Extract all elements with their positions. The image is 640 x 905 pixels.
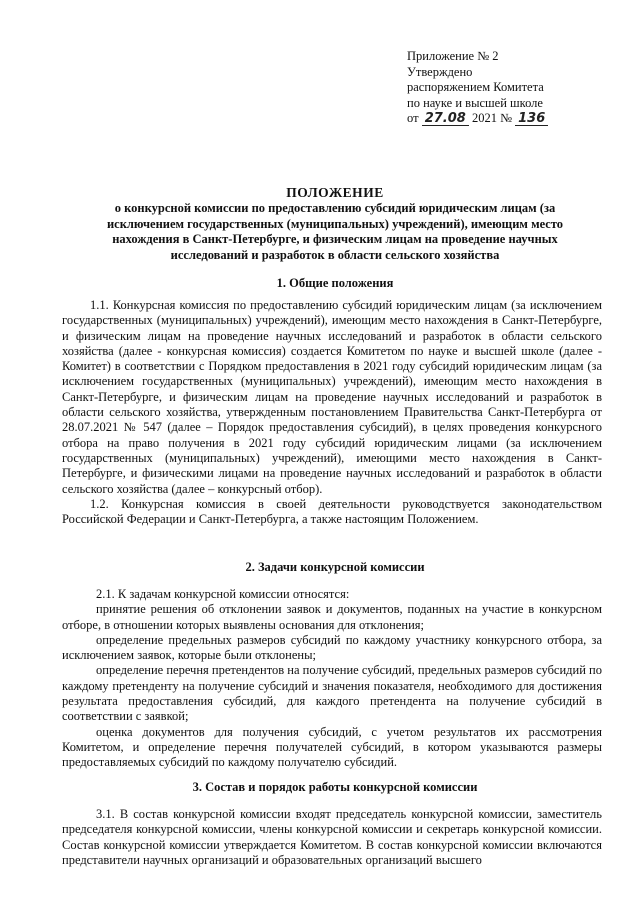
document-title: ПОЛОЖЕНИЕ (286, 185, 384, 200)
section-2-body (62, 587, 602, 771)
section-1-heading: 1. Общие положения (276, 276, 394, 290)
task-item: принятие решения об отклонении заявок и документов, поданных на участие в конкурсном отборе, в отношении которых выявлены основания для отклонения; (62, 602, 602, 632)
approved-label: Утверждено (407, 64, 473, 79)
date-number-line (407, 111, 607, 127)
appendix-label: Приложение № 2 (407, 49, 499, 63)
order-label: распоряжением Комитета (407, 80, 544, 94)
task-item: оценка документов для получения субсидий, с учетом результатов их рассмотрения Комитетом, и определение перечня получателей субсидий, в котором указываются размеры предоставляемых субсидий по каждому получателю субсидий. (62, 724, 602, 770)
handwritten-date: 27.08 (422, 112, 469, 126)
section-2-heading: 2. Задачи конкурсной комиссии (245, 560, 425, 574)
handwritten-number: 136 (515, 112, 548, 126)
paragraph-1-2: 1.2. Конкурсная комиссия в своей деятельности руководствуется законодательством Российской Федерации и Санкт-Петербурга, а также настоящим Положением. (62, 496, 602, 527)
paragraph-3-1: 3.1. В состав конкурсной комиссии входят председатель конкурсной комиссии, заместитель председателя конкурсной комиссии, члены конкурсной комиссии и секретарь конкурсной комиссии. Состав конкурсной комиссии утверждается Комитетом. В состав конкурсной комиссии включаются представители научных организаций и образовательных организаций высшего (62, 807, 602, 867)
section-3-body (62, 807, 602, 868)
date-year: 2021 № (471, 111, 512, 125)
date-prefix: от (407, 111, 419, 125)
task-item: определение предельных размеров субсидий по каждому участнику конкурсного отбора, за исключением заявок, которые были отклонены; (62, 632, 602, 663)
section-3-heading: 3. Состав и порядок работы конкурсной комиссии (192, 780, 478, 794)
task-item: определение перечня претендентов на получение субсидий, предельных размеров субсидий по каждому претенденту на получение субсидий и значения показателя, необходимого для достижения результата предоставления субсидий, для каждого претендента на получение субсидий в соответствии с заявкой; (62, 663, 602, 724)
paragraph-2-1: 2.1. К задачам конкурсной комиссии относятся: (96, 587, 350, 601)
section-1-body (62, 298, 602, 527)
approval-block (407, 49, 607, 127)
committee-label: по науке и высшей школе (407, 95, 543, 110)
paragraph-1-1: 1.1. Конкурсная комиссия по предоставлению субсидий юридическим лицам (за исключением государственных (муниципальных) учреждений), имеющим место нахождения в Санкт-Петербурге, и физическим лицам на проведение научных исследований и разработок в области сельского хозяйства (далее - конкурсная комиссия) создается Комитетом по науке и высшей школе (далее - Комитет) в соответствии с Порядком предоставления в 2021 году субсидий юридическим лицам (за исключением государственных (муниципальных) учреждений), имеющим место нахождения в Санкт-Петербурге, и физическим лицам на проведение научных исследований и разработок в области сельского хозяйства, утвержденным постановлением Правительства Санкт-Петербурга от 28.07.2021 № 547 (далее – Порядок предоставления субсидий), в целях проведения конкурсного отбора на право получения в 2021 году субсидий юридическим лицами (за исключением государственных (муниципальных) учреждений), имеющими место нахождения в Санкт-Петербурге, и физическими лицами на проведение научных исследований и разработок в области сельского хозяйства (далее – конкурсный отбор). (62, 298, 602, 496)
document-subtitle: о конкурсной комиссии по предоставлению субсидий юридическим лицам (за исключением государственных (муниципальных) учреждений), имеющим место нахождения в Санкт-Петербурге, и физическим лицам на проведение научных исследований и разработок в области сельского хозяйства (106, 201, 564, 262)
